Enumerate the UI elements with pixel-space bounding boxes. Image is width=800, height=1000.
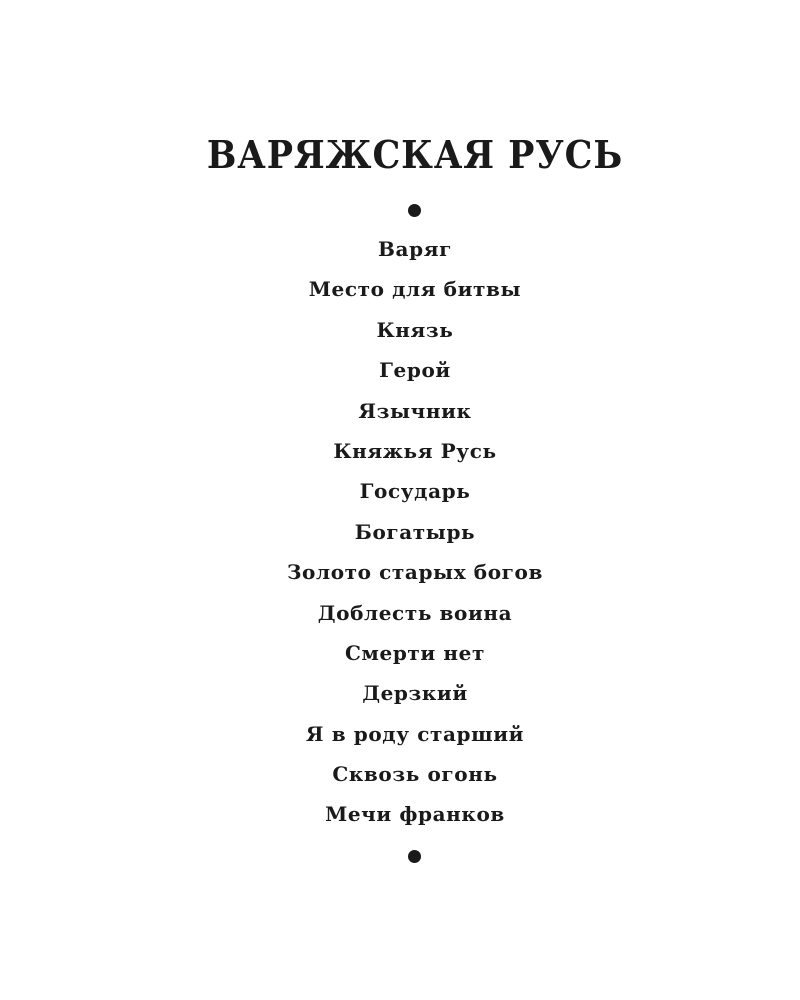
book-title: Варяг xyxy=(378,237,452,261)
book-title: Я в роду старший xyxy=(305,721,525,746)
top-bullet-ornament xyxy=(408,204,421,217)
book-title: Доблесть воина xyxy=(317,600,513,625)
book-title: Государь xyxy=(359,479,471,504)
book-title: Язычник xyxy=(358,398,472,423)
bottom-bullet-ornament xyxy=(408,850,421,863)
book-title: Мечи франков xyxy=(325,802,505,827)
book-title: Герой xyxy=(379,358,451,383)
book-title: Княжья Русь xyxy=(333,438,497,463)
book-title: Дерзкий xyxy=(362,681,468,706)
book-title: Богатырь xyxy=(354,519,476,544)
book-title: Князь xyxy=(376,317,454,342)
series-title: ВАРЯЖСКАЯ РУСЬ xyxy=(206,132,624,177)
book-title: Золото старых богов xyxy=(287,560,543,585)
book-title: Сквозь огонь xyxy=(332,762,498,787)
book-title: Смерти нет xyxy=(345,640,485,665)
book-list xyxy=(0,229,800,835)
book-title: Место для битвы xyxy=(308,277,522,302)
